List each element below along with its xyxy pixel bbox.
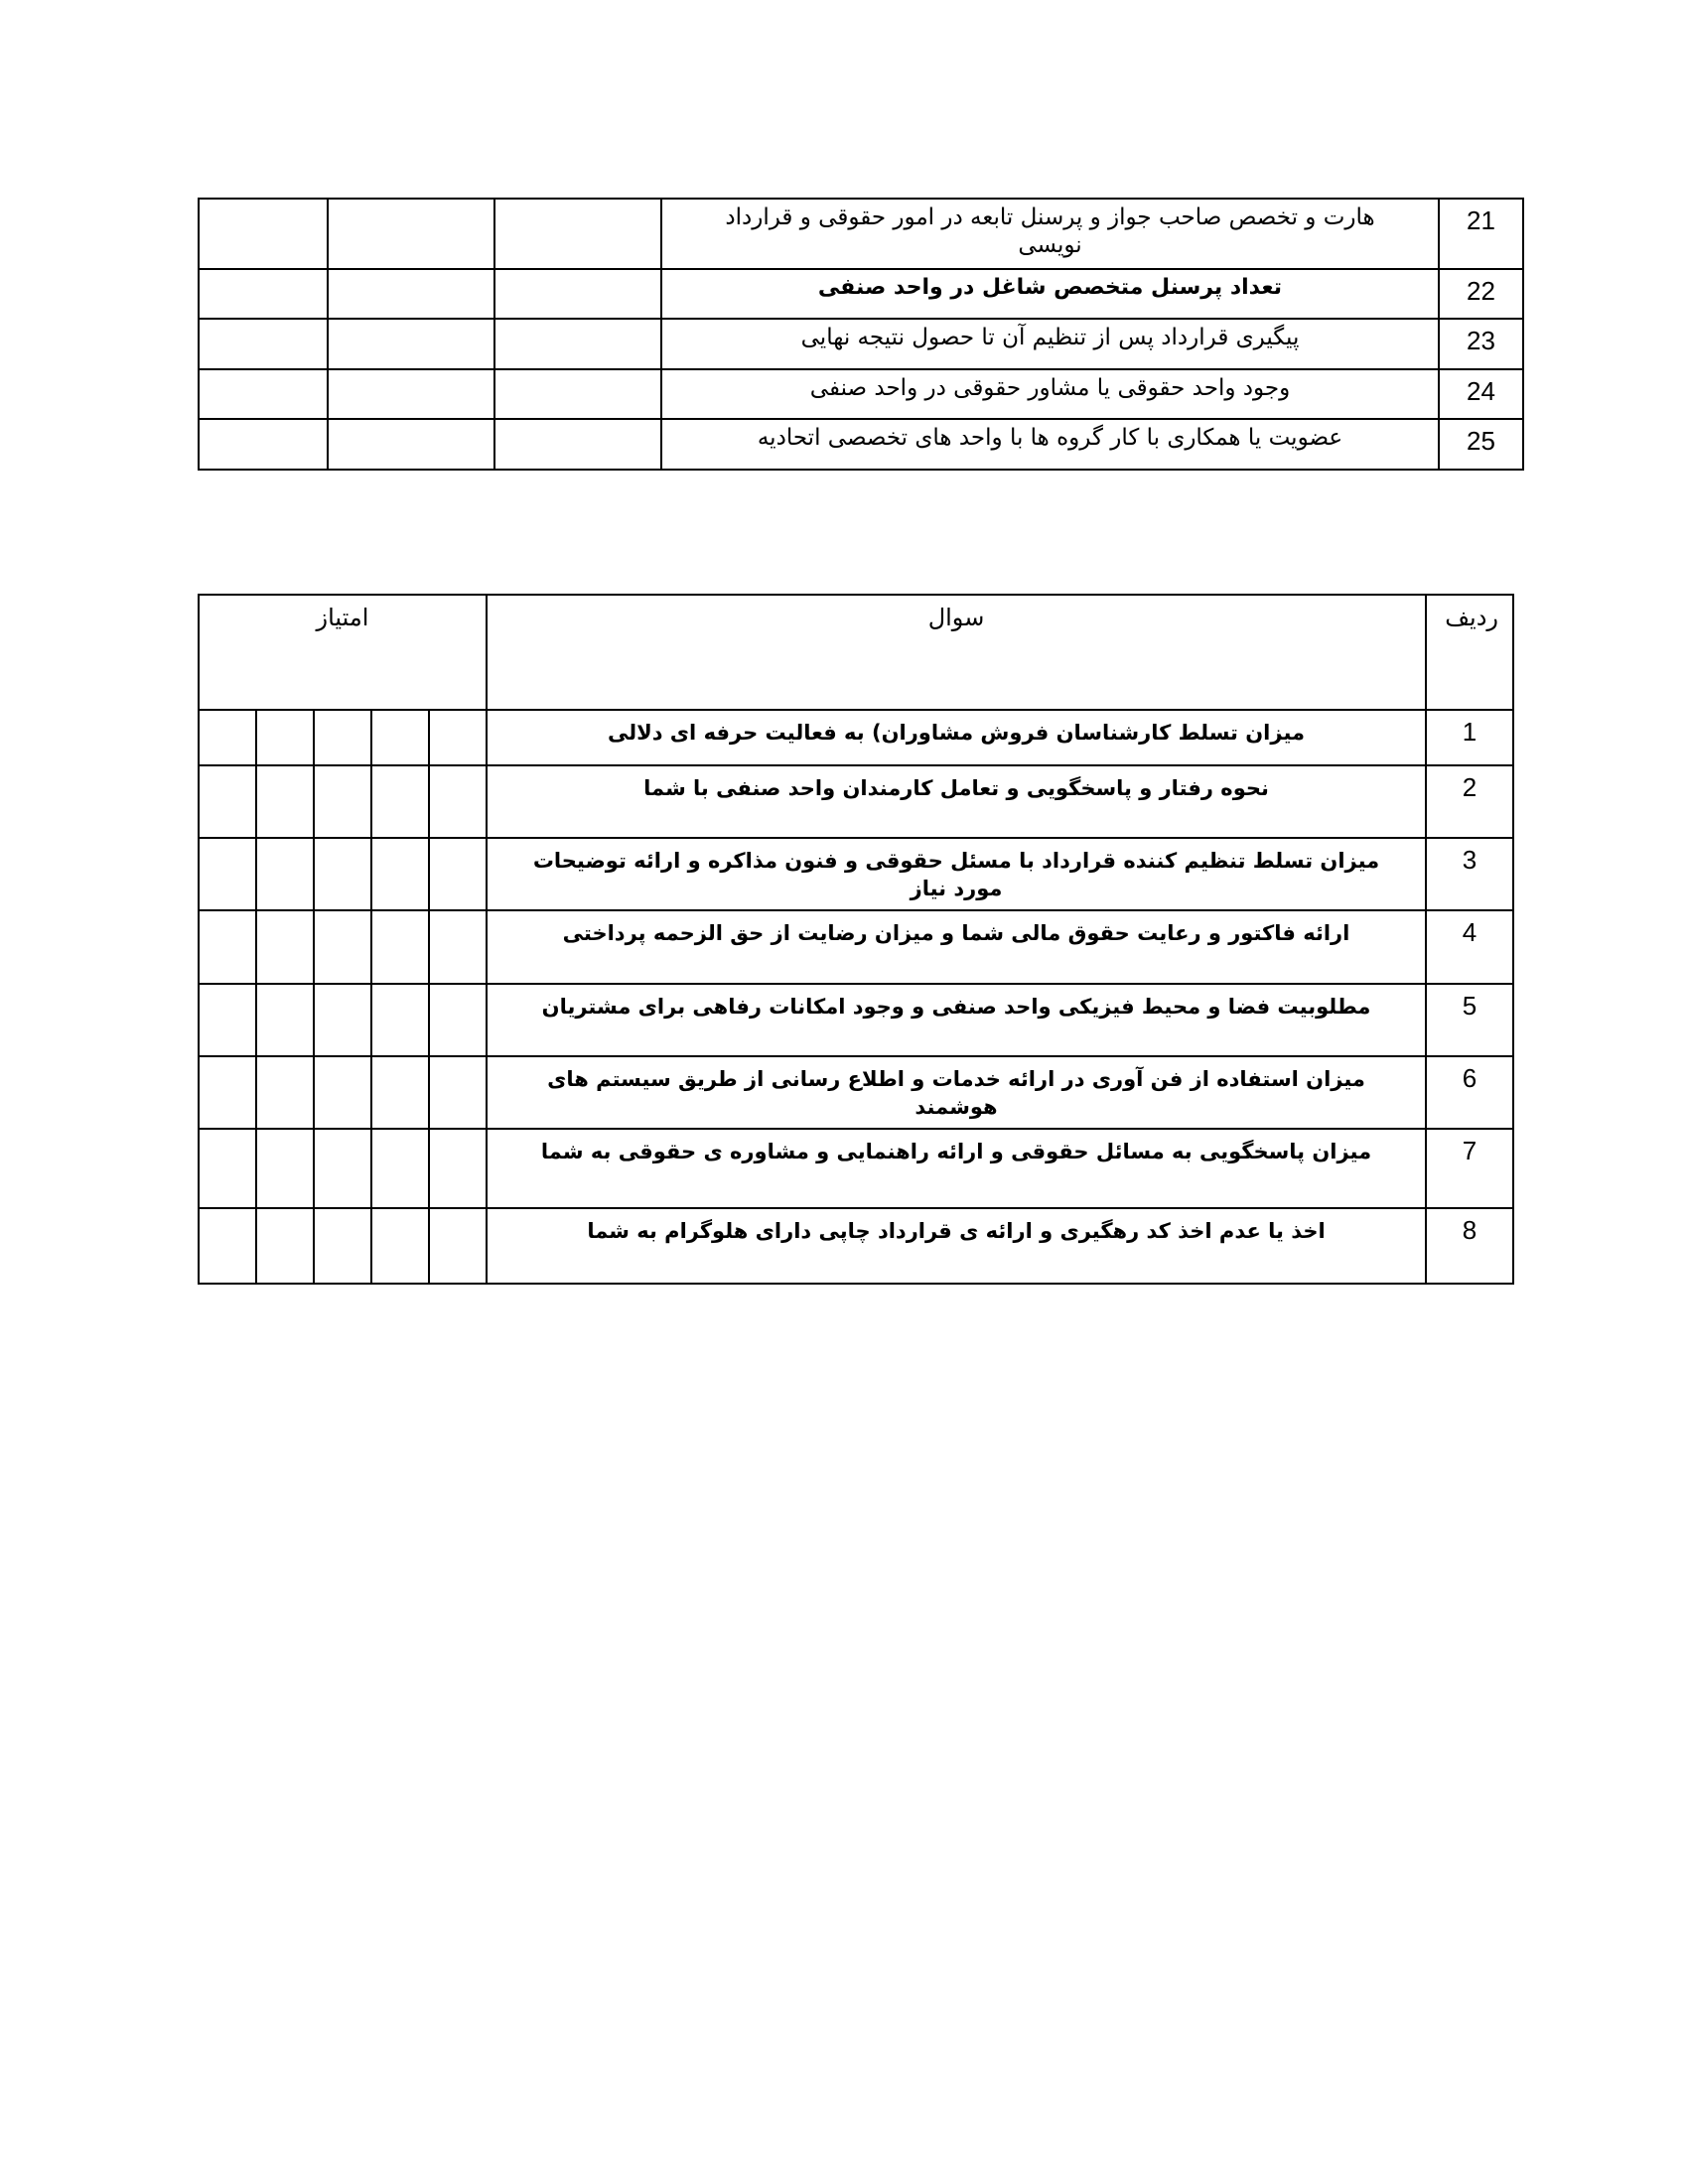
score-cell	[328, 269, 494, 319]
score-option-cell[interactable]	[199, 710, 256, 765]
row-number-header: ردیف	[1426, 595, 1513, 710]
table-row	[199, 710, 1513, 765]
score-option-cell[interactable]	[314, 1129, 371, 1208]
score-cell	[199, 319, 328, 369]
score-cell	[494, 419, 661, 470]
score-option-cell[interactable]	[429, 710, 487, 765]
question-cell: مطلوبیت فضا و محیط فیزیکی واحد صنفی و وجود امکانات رفاهی برای مشتریان	[487, 984, 1426, 1056]
question-cell: وجود واحد حقوقی یا مشاور حقوقی در واحد صنفی	[661, 369, 1439, 419]
score-option-cell[interactable]	[429, 910, 487, 984]
row-number: 2	[1426, 765, 1513, 838]
table-row	[199, 369, 1523, 419]
row-number: 23	[1439, 319, 1523, 369]
table-row	[199, 419, 1523, 470]
score-option-cell[interactable]	[256, 984, 314, 1056]
score-option-cell[interactable]	[371, 710, 429, 765]
row-number: 25	[1439, 419, 1523, 470]
row-number: 6	[1426, 1056, 1513, 1129]
question-cell: پیگیری قرارداد پس از تنظیم آن تا حصول نتیجه نهایی	[661, 319, 1439, 369]
score-option-cell[interactable]	[371, 984, 429, 1056]
score-option-cell[interactable]	[256, 1208, 314, 1284]
score-cell	[199, 199, 328, 269]
score-cell	[494, 269, 661, 319]
score-option-cell[interactable]	[371, 910, 429, 984]
row-number: 1	[1426, 710, 1513, 765]
table-row	[199, 269, 1523, 319]
score-option-cell[interactable]	[429, 1208, 487, 1284]
score-option-cell[interactable]	[199, 910, 256, 984]
score-option-cell[interactable]	[314, 710, 371, 765]
top-table	[198, 198, 1524, 471]
row-number: 3	[1426, 838, 1513, 910]
survey-table	[198, 594, 1514, 1285]
score-cell	[494, 319, 661, 369]
table-header-row	[199, 595, 1513, 710]
table-row	[199, 1056, 1513, 1129]
row-number: 7	[1426, 1129, 1513, 1208]
score-option-cell[interactable]	[429, 1056, 487, 1129]
table-row	[199, 319, 1523, 369]
score-option-cell[interactable]	[429, 765, 487, 838]
score-cell	[328, 419, 494, 470]
table-row	[199, 765, 1513, 838]
table-row	[199, 838, 1513, 910]
score-cell	[199, 369, 328, 419]
score-option-cell[interactable]	[199, 1208, 256, 1284]
score-option-cell[interactable]	[429, 838, 487, 910]
question-cell: میزان تسلط کارشناسان فروش مشاوران) به فعالیت حرفه ای دلالی	[487, 710, 1426, 765]
question-cell: میزان پاسخگویی به مسائل حقوقی و ارائه راهنمایی و مشاوره ی حقوقی به شما	[487, 1129, 1426, 1208]
row-number: 5	[1426, 984, 1513, 1056]
score-cell	[494, 369, 661, 419]
score-header: امتیاز	[199, 595, 487, 710]
score-option-cell[interactable]	[314, 838, 371, 910]
row-number: 4	[1426, 910, 1513, 984]
row-number: 24	[1439, 369, 1523, 419]
score-cell	[328, 369, 494, 419]
question-cell: تعداد پرسنل متخصص شاغل در واحد صنفی	[661, 269, 1439, 319]
score-cell	[328, 319, 494, 369]
score-option-cell[interactable]	[256, 1129, 314, 1208]
score-cell	[494, 199, 661, 269]
question-header: سوال	[487, 595, 1426, 710]
score-option-cell[interactable]	[199, 765, 256, 838]
table-row	[199, 984, 1513, 1056]
score-option-cell[interactable]	[429, 984, 487, 1056]
question-cell: نحوه رفتار و پاسخگویی و تعامل کارمندان واحد صنفی با شما	[487, 765, 1426, 838]
score-option-cell[interactable]	[256, 910, 314, 984]
score-cell	[328, 199, 494, 269]
score-option-cell[interactable]	[429, 1129, 487, 1208]
question-cell: اخذ یا عدم اخذ کد رهگیری و ارائه ی قرارداد چاپی دارای هلوگرام به شما	[487, 1208, 1426, 1284]
score-cell	[199, 269, 328, 319]
score-option-cell[interactable]	[314, 1056, 371, 1129]
question-cell: عضویت یا همکاری با کار گروه ها با واحد های تخصصی اتحادیه	[661, 419, 1439, 470]
score-option-cell[interactable]	[371, 1056, 429, 1129]
score-option-cell[interactable]	[371, 1208, 429, 1284]
row-number: 21	[1439, 199, 1523, 269]
score-option-cell[interactable]	[199, 1056, 256, 1129]
score-option-cell[interactable]	[314, 984, 371, 1056]
score-option-cell[interactable]	[256, 710, 314, 765]
row-number: 22	[1439, 269, 1523, 319]
question-cell: میزان استفاده از فن آوری در ارائه خدمات و اطلاع رسانی از طریق سیستم های هوشمند	[487, 1056, 1426, 1129]
score-cell	[199, 419, 328, 470]
question-cell: میزان تسلط تنظیم کننده قرارداد با مسئل حقوقی و فنون مذاکره و ارائه توضیحات مورد نیاز	[487, 838, 1426, 910]
score-option-cell[interactable]	[371, 765, 429, 838]
row-number: 8	[1426, 1208, 1513, 1284]
score-option-cell[interactable]	[371, 838, 429, 910]
table-row	[199, 910, 1513, 984]
table-row	[199, 199, 1523, 269]
table-row	[199, 1208, 1513, 1284]
score-option-cell[interactable]	[314, 1208, 371, 1284]
table-row	[199, 1129, 1513, 1208]
score-option-cell[interactable]	[256, 1056, 314, 1129]
score-option-cell[interactable]	[314, 910, 371, 984]
score-option-cell[interactable]	[199, 1129, 256, 1208]
score-option-cell[interactable]	[199, 984, 256, 1056]
question-cell: هارت و تخصص صاحب جواز و پرسنل تابعه در امور حقوقی و قرارداد نویسی	[661, 199, 1439, 269]
score-option-cell[interactable]	[314, 765, 371, 838]
score-option-cell[interactable]	[371, 1129, 429, 1208]
score-option-cell[interactable]	[256, 765, 314, 838]
score-option-cell[interactable]	[256, 838, 314, 910]
score-option-cell[interactable]	[199, 838, 256, 910]
question-cell: ارائه فاکتور و رعایت حقوق مالی شما و میزان رضایت از حق الزحمه پرداختی	[487, 910, 1426, 984]
